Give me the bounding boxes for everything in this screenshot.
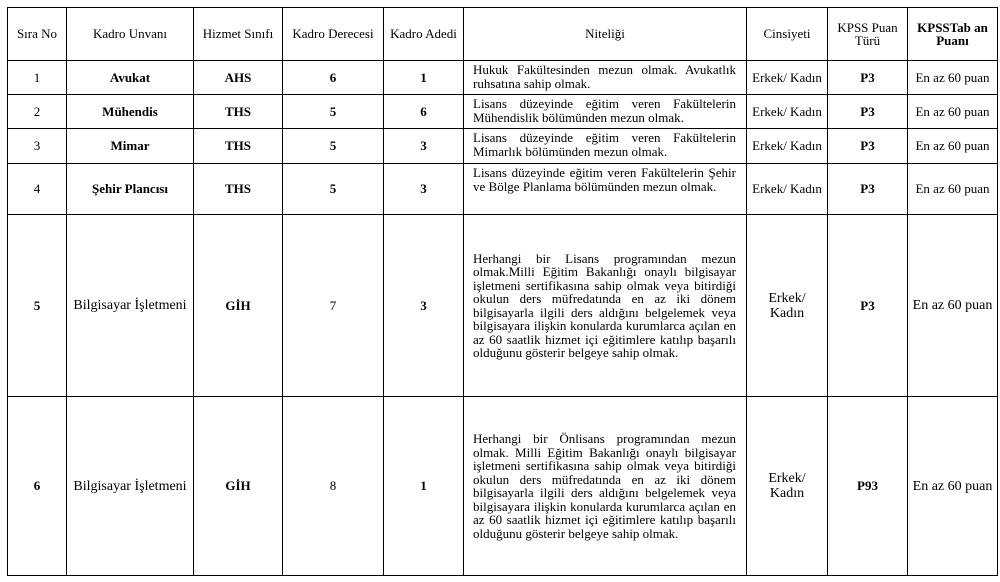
cell-niteligi: Lisans düzeyinde eğitim veren Fakültelerin Mühendislik bölümünden mezun olmak. (464, 95, 747, 129)
cell-hizmet-sinifi: THS (194, 129, 283, 164)
cell-kadro-adedi: 3 (384, 215, 464, 397)
table-row (8, 215, 998, 397)
kadro-table (7, 7, 998, 576)
cell-sira-no: 1 (8, 61, 67, 95)
cell-sira-no: 5 (8, 215, 67, 397)
cell-kadro-derecesi: 5 (283, 95, 384, 129)
cell-kadro-adedi: 3 (384, 129, 464, 164)
cell-hizmet-sinifi: GİH (194, 215, 283, 397)
table-row (8, 397, 998, 576)
table-row (8, 95, 998, 129)
header-hizmet-sinifi: Hizmet Sınıfı (194, 8, 283, 61)
header-row (8, 8, 998, 61)
cell-kadro-adedi: 1 (384, 397, 464, 576)
cell-kadro-unvani: Avukat (67, 61, 194, 95)
cell-hizmet-sinifi: THS (194, 95, 283, 129)
cell-kpss-puan-turu: P3 (828, 95, 908, 129)
cell-kpss-taban-puani: En az 60 puan (908, 61, 998, 95)
cell-kadro-unvani: Şehir Plancısı (67, 164, 194, 215)
cell-kpss-puan-turu: P3 (828, 215, 908, 397)
cell-niteligi: Lisans düzeyinde eğitim veren Fakültelerin Şehir ve Bölge Planlama bölümünden mezun olmak. (464, 164, 747, 215)
cell-kadro-derecesi: 6 (283, 61, 384, 95)
cell-cinsiyeti: Erkek/ Kadın (747, 61, 828, 95)
cell-kpss-taban-puani: En az 60 puan (908, 397, 998, 576)
cell-niteligi: Lisans düzeyinde eğitim veren Fakültelerin Mimarlık bölümünden mezun olmak. (464, 129, 747, 164)
cell-kadro-adedi: 1 (384, 61, 464, 95)
cell-cinsiyeti: Erkek/ Kadın (747, 95, 828, 129)
header-kpss-puan-turu: KPSS Puan Türü (828, 8, 908, 61)
header-sira-no: Sıra No (8, 8, 67, 61)
cell-kadro-derecesi: 7 (283, 215, 384, 397)
cell-niteligi: Herhangi bir Lisans programından mezun olmak.Milli Eğitim Bakanlığı onaylı bilgisayar işletmeni sertifikasına sahip olmak veya bitirdiği okulun ders müfredatında en az iki dönem bilgisayarla ilgili ders aldığını belgelemek veya bilgisayara ilişkin konularda kurumlarca açılan en az 60 saatlik hizmet içi eğitimlere katılıp başarılı olduğunu gösterir belgeye sahip olmak. (464, 215, 747, 397)
header-kadro-unvani: Kadro Unvanı (67, 8, 194, 61)
cell-niteligi: Hukuk Fakültesinden mezun olmak. Avukatlık ruhsatına sahip olmak. (464, 61, 747, 95)
cell-kadro-derecesi: 8 (283, 397, 384, 576)
cell-kadro-derecesi: 5 (283, 164, 384, 215)
cell-kadro-unvani: Mühendis (67, 95, 194, 129)
header-kpss-taban-puani: KPSSTab an Puanı (908, 8, 998, 61)
cell-cinsiyeti: Erkek/ Kadın (747, 397, 828, 576)
cell-hizmet-sinifi: THS (194, 164, 283, 215)
cell-kadro-unvani: Bilgisayar İşletmeni (67, 215, 194, 397)
cell-kpss-taban-puani: En az 60 puan (908, 215, 998, 397)
cell-kpss-taban-puani: En az 60 puan (908, 95, 998, 129)
cell-cinsiyeti: Erkek/ Kadın (747, 129, 828, 164)
cell-kadro-unvani: Bilgisayar İşletmeni (67, 397, 194, 576)
table-row (8, 164, 998, 215)
header-cinsiyeti: Cinsiyeti (747, 8, 828, 61)
table-row (8, 61, 998, 95)
cell-cinsiyeti: Erkek/ Kadın (747, 215, 828, 397)
header-kadro-adedi: Kadro Adedi (384, 8, 464, 61)
cell-hizmet-sinifi: AHS (194, 61, 283, 95)
cell-niteligi: Herhangi bir Önlisans programından mezun olmak. Milli Eğitim Bakanlığı onaylı bilgisayar işletmeni sertifikasına sahip olmak veya bitirdiği okulun ders müfredatında en az iki dönem bilgisayarla ilgili ders aldığını belgelemek veya bilgisayara ilişkin konularda kurumlarca açılan en az 60 saatlik hizmet içi eğitimlere katılıp başarılı olduğunu gösterir belgeye sahip olmak. (464, 397, 747, 576)
cell-kpss-puan-turu: P3 (828, 129, 908, 164)
cell-kpss-puan-turu: P93 (828, 397, 908, 576)
cell-hizmet-sinifi: GİH (194, 397, 283, 576)
cell-kadro-adedi: 6 (384, 95, 464, 129)
cell-sira-no: 2 (8, 95, 67, 129)
table-row (8, 129, 998, 164)
cell-kpss-puan-turu: P3 (828, 61, 908, 95)
cell-kadro-derecesi: 5 (283, 129, 384, 164)
cell-kadro-unvani: Mimar (67, 129, 194, 164)
cell-kpss-taban-puani: En az 60 puan (908, 129, 998, 164)
cell-kpss-taban-puani: En az 60 puan (908, 164, 998, 215)
cell-cinsiyeti: Erkek/ Kadın (747, 164, 828, 215)
header-kadro-derecesi: Kadro Derecesi (283, 8, 384, 61)
cell-kadro-adedi: 3 (384, 164, 464, 215)
cell-sira-no: 6 (8, 397, 67, 576)
cell-sira-no: 4 (8, 164, 67, 215)
header-niteligi: Niteliği (464, 8, 747, 61)
cell-sira-no: 3 (8, 129, 67, 164)
cell-kpss-puan-turu: P3 (828, 164, 908, 215)
